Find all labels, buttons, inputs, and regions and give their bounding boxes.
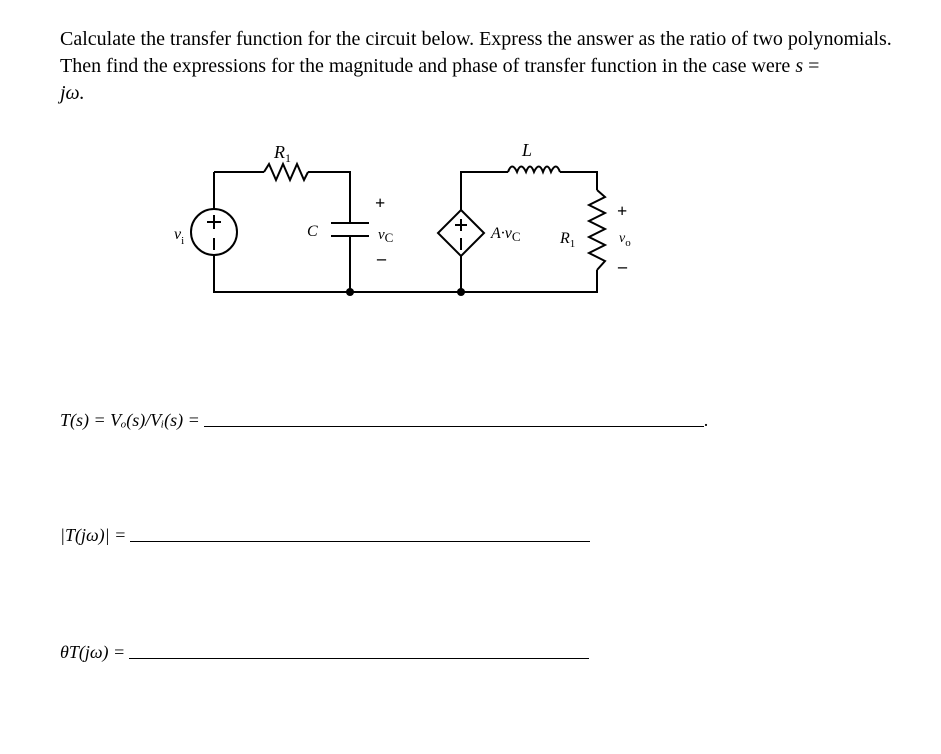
label-capacitor: C: [307, 223, 318, 240]
label-dependent: A·vC: [491, 225, 521, 244]
transfer-blank[interactable]: [204, 425, 704, 427]
vc-minus: –: [377, 248, 386, 268]
node-dot: [457, 288, 465, 296]
vo-minus: –: [618, 256, 627, 276]
plus-icon: [207, 215, 221, 229]
vc-plus: +: [375, 193, 386, 213]
wire-r1-to-cap: [308, 172, 350, 223]
label-inductor: L: [522, 140, 533, 160]
magnitude-label: |T(jω)| =: [60, 525, 127, 545]
plus-icon: [455, 219, 467, 231]
phase-label: θT(jω) =: [60, 642, 126, 662]
label-r1-right: $R_1$: [560, 230, 576, 250]
answer-transfer-function: [60, 410, 708, 431]
label-vc: vC: [378, 227, 394, 245]
resistor-r1-right: [589, 190, 605, 270]
transfer-label: T(s) = Vₒ(s)/Vᵢ(s) =: [60, 410, 200, 430]
resistor-r1-top: [264, 164, 308, 180]
answer-magnitude: [60, 525, 590, 546]
wire-left-bottom: [214, 255, 461, 292]
prompt-line-2-var: s: [795, 55, 804, 77]
wire-right-top: [461, 172, 508, 210]
prompt-line-2-text: Then find the expressions for the magnitude and phase of transfer function in the case were: [60, 55, 796, 77]
vo-plus: +: [617, 201, 628, 221]
label-vi: $v_i$: [174, 226, 185, 247]
answer-phase: [60, 642, 589, 663]
prompt-line-2-eq: =: [803, 55, 820, 77]
transfer-period: .: [703, 410, 709, 430]
prompt-line-1: Calculate the transfer function for the circuit below. Express the answer as the ratio of two polynomials.: [60, 28, 892, 50]
wire-right-bottom: [461, 256, 597, 292]
phase-blank[interactable]: [129, 657, 589, 659]
label-r1-top: $R_1$: [274, 142, 291, 165]
node-dot: [346, 288, 354, 296]
wire-l-to-r1: [560, 172, 597, 190]
inductor-l: [508, 167, 560, 173]
magnitude-blank[interactable]: [130, 540, 590, 542]
label-vo: $v_o$: [619, 231, 631, 249]
prompt-line-3: jω.: [60, 82, 85, 104]
